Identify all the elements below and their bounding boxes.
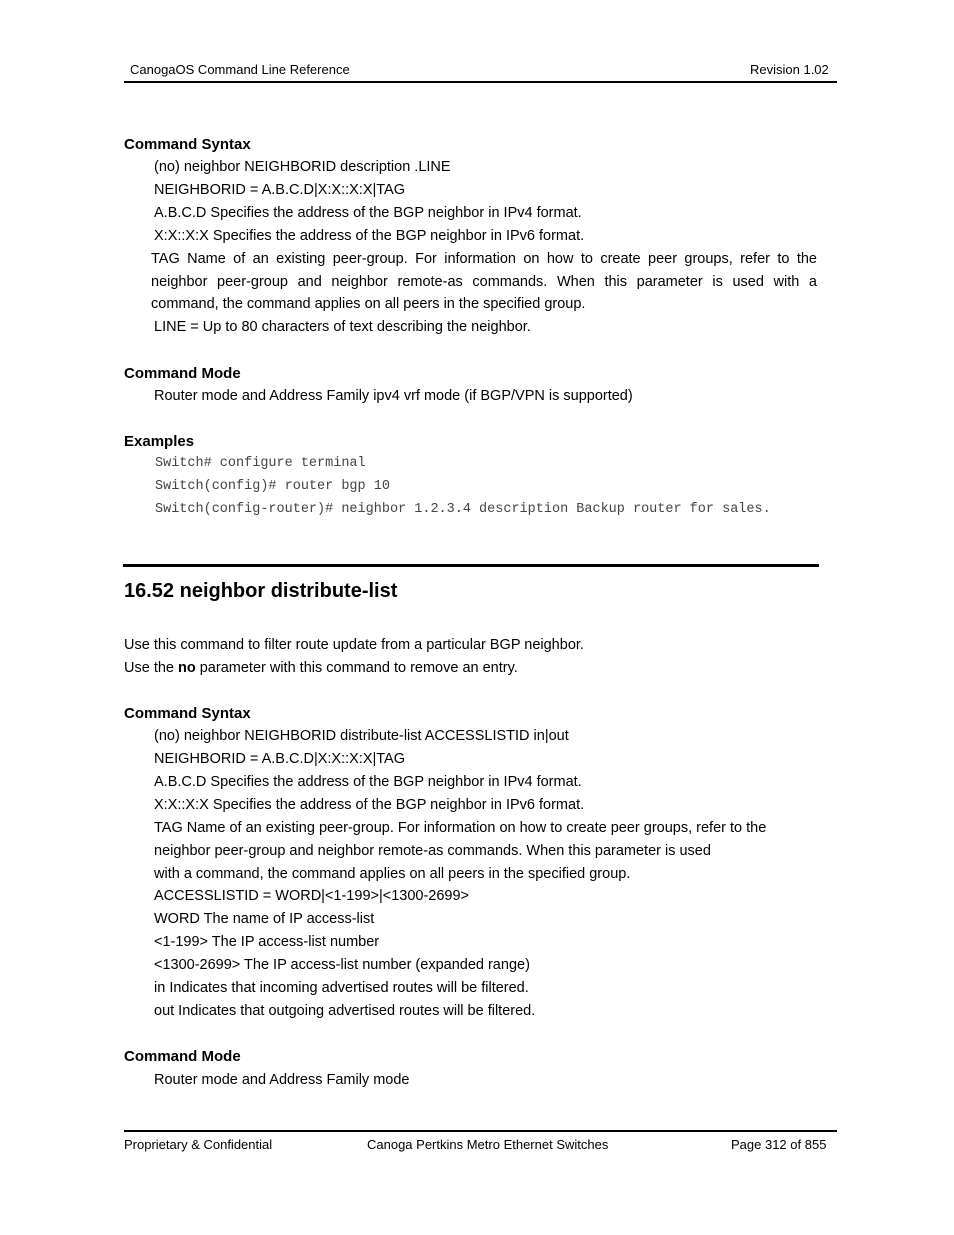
syntax-line: WORD The name of IP access-list xyxy=(154,911,375,927)
intro-line: Use this command to filter route update from a particular BGP neighbor. xyxy=(124,637,584,653)
syntax-line: neighbor peer-group and neighbor remote-as commands. When this parameter is used xyxy=(154,843,711,859)
syntax-line: A.B.C.D Specifies the address of the BGP neighbor in IPv4 format. xyxy=(154,205,582,221)
syntax-line: A.B.C.D Specifies the address of the BGP neighbor in IPv4 format. xyxy=(154,774,582,790)
syntax-line: <1300-2699> The IP access-list number (expanded range) xyxy=(154,957,530,973)
syntax-line: X:X::X:X Specifies the address of the BGP neighbor in IPv6 format. xyxy=(154,228,585,244)
footer-rule xyxy=(124,1130,837,1132)
footer-confidential: Proprietary & Confidential xyxy=(124,1137,273,1152)
intro-text: parameter with this command to remove an entry. xyxy=(195,660,518,676)
syntax-line: <1-199> The IP access-list number xyxy=(154,934,380,950)
mode-text: Router mode and Address Family mode xyxy=(154,1072,410,1088)
mode-heading: Command Mode xyxy=(124,1048,241,1065)
examples-heading: Examples xyxy=(124,433,195,450)
header-rule xyxy=(124,81,837,83)
tag-description-line: TAG Name of an existing peer-group. For information on how to create peer groups, refer to the xyxy=(151,251,817,267)
tag-description-line: neighbor peer-group and neighbor remote-as commands. When this parameter is used with a xyxy=(151,274,817,290)
section-rule xyxy=(123,564,819,567)
syntax-line: ACCESSLISTID = WORD|<1-199>|<1300-2699> xyxy=(154,888,470,904)
syntax-line: (no) neighbor NEIGHBORID distribute-list ACCESSLISTID in|out xyxy=(154,728,569,744)
footer-company: Canoga Pertkins Metro Ethernet Switches xyxy=(367,1137,609,1152)
syntax-line: X:X::X:X Specifies the address of the BGP neighbor in IPv6 format. xyxy=(154,797,585,813)
header-doc-title: CanogaOS Command Line Reference xyxy=(130,62,350,77)
example-line: Switch(config)# router bgp 10 xyxy=(155,479,390,494)
syntax-line: NEIGHBORID = A.B.C.D|X:X::X:X|TAG xyxy=(154,182,406,198)
syntax-line: out Indicates that outgoing advertised routes will be filtered. xyxy=(154,1003,536,1019)
syntax-line: (no) neighbor NEIGHBORID description .LINE xyxy=(154,159,451,175)
section-title: 16.52 neighbor distribute-list xyxy=(124,580,398,602)
syntax-line: TAG Name of an existing peer-group. For information on how to create peer groups, refer to the xyxy=(154,820,767,836)
syntax-line: in Indicates that incoming advertised routes will be filtered. xyxy=(154,980,529,996)
mode-text: Router mode and Address Family ipv4 vrf mode (if BGP/VPN is supported) xyxy=(154,388,633,404)
no-keyword: no xyxy=(178,660,196,676)
syntax-line: NEIGHBORID = A.B.C.D|X:X::X:X|TAG xyxy=(154,751,406,767)
tag-description-line: command, the command applies on all peers in the specified group. xyxy=(151,296,586,312)
syntax-line: with a command, the command applies on all peers in the specified group. xyxy=(154,866,631,882)
example-line: Switch(config-router)# neighbor 1.2.3.4 description Backup router for sales. xyxy=(155,502,771,517)
syntax-heading: Command Syntax xyxy=(124,136,251,153)
line-description: LINE = Up to 80 characters of text describing the neighbor. xyxy=(154,319,531,335)
intro-text: Use the xyxy=(124,660,178,676)
header-revision: Revision 1.02 xyxy=(750,62,829,77)
footer-page-number: Page 312 of 855 xyxy=(731,1137,827,1152)
intro-line xyxy=(124,660,518,676)
mode-heading: Command Mode xyxy=(124,365,241,382)
syntax-heading: Command Syntax xyxy=(124,705,251,722)
example-line: Switch# configure terminal xyxy=(155,456,366,471)
